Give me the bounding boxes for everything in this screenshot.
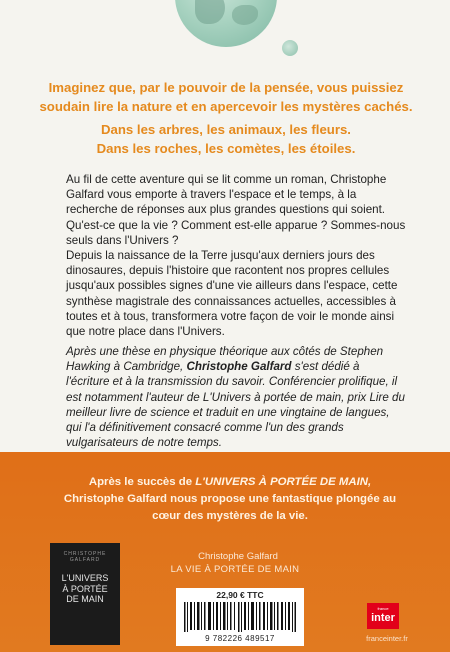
france-inter-logo	[367, 603, 399, 629]
book-cover-author: CHRISTOPHE GALFARD	[63, 551, 107, 563]
promo-text	[60, 474, 400, 525]
credit-title: LA VIE À PORTÉE DE MAIN	[170, 564, 300, 575]
barcode-icon	[184, 602, 296, 632]
intro-list	[24, 120, 428, 158]
description-paragraph: Depuis la naissance de la Terre jusqu'aux derniers jours des dinosaures, depuis l'histoire que racontent nos propres cellules jusqu'aux possibles signes d'une vie ailleurs dans l'espace, cette synthèse magistrale des connaissances actuelles, accessibles à toutes et à tous, transformera votre façon de voir le monde ainsi que notre place dans l'Univers.	[66, 249, 398, 339]
price: 22,90 € TTC	[216, 590, 264, 600]
book-cover-title-line: L'UNIVERS	[61, 573, 109, 583]
description-text	[66, 172, 406, 339]
description-questions: Qu'est-ce que la vie ? Comment est-elle apparue ? Sommes-nous seuls dans l'Univers ?	[66, 218, 406, 247]
partner-url: franceinter.fr	[366, 634, 408, 643]
description-paragraph: Au fil de cette aventure qui se lit comme un roman, Christophe Galfard vous emporte à travers l'espace et le temps, à la recherche de réponses aux plus grandes questions qui soient.	[66, 173, 387, 217]
bio-text: s'est dédié à l'écriture et à la transmission du savoir. Conférencier prolifique, il est notamment l'auteur de L'Univers à portée de main, prix Lire du meilleur livre de science et traduit en une vingtaine de langues, qui l'a définitivement consacré comme l'un des grands vulgarisateurs de notre temps.	[66, 360, 405, 450]
intro-line-nature: Dans les arbres, les animaux, les fleurs.	[101, 122, 351, 137]
moon-illustration	[282, 40, 298, 56]
barcode-label	[176, 588, 304, 646]
book-cover-title	[54, 573, 116, 605]
book-cover-title-line: DE MAIN	[66, 594, 104, 604]
promo-book-title: L'UNIVERS À PORTÉE DE MAIN,	[195, 476, 372, 488]
logo-small-text: france	[377, 606, 389, 611]
book-cover-title-line: À PORTÉE	[62, 583, 108, 594]
credit-author: Christophe Galfard	[198, 551, 278, 562]
intro-line-space: Dans les roches, les comètes, les étoiles.	[96, 141, 356, 156]
intro-line: Imaginez que, par le pouvoir de la pensée, vous puissiez soudain lire la nature et en apercevoir les mystères cachés.	[39, 80, 413, 114]
previous-book-cover	[50, 543, 120, 645]
isbn-number: 9 782226 489517	[205, 634, 275, 643]
promo-before: Après le succès de	[88, 476, 196, 488]
bio-text: Après une thèse en physique théorique aux côtés de Stephen Hawking à Cambridge,	[66, 345, 384, 374]
logo-word: inter	[371, 612, 395, 624]
bio-author-name: Christophe Galfard	[186, 360, 292, 374]
author-bio	[66, 344, 406, 450]
promo-after: Christophe Galfard nous propose une fantastique plongée au cœur des mystères de la vie.	[63, 493, 397, 522]
